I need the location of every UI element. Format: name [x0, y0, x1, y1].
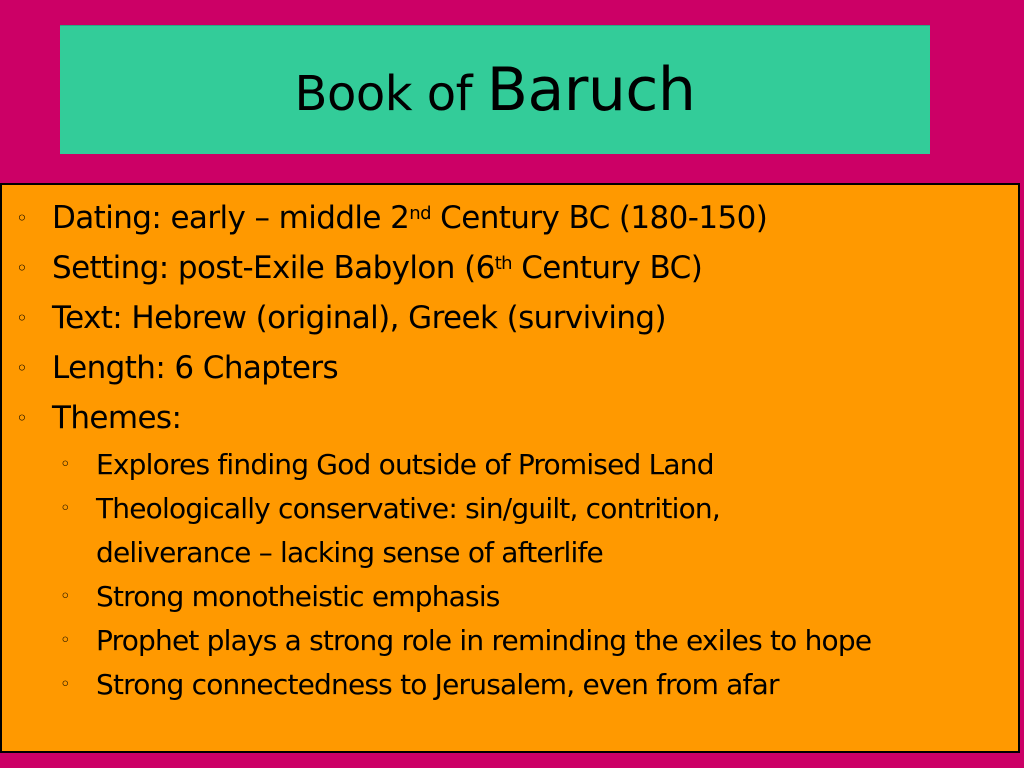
theme-text: Strong connectedness to Jerusalem, even from afar [96, 668, 779, 701]
theme-text: Theologically conservative: sin/guilt, contrition, [96, 492, 720, 525]
bullet-text-languages [16, 293, 1008, 343]
bullet-marker-icon: ◦ [16, 406, 28, 430]
theme-item [60, 663, 1008, 707]
bullet-text: Themes: [52, 400, 182, 436]
bullet-text: Setting: post-Exile Babylon (6 [52, 250, 495, 286]
bullet-themes [16, 393, 1008, 443]
bullet-marker-icon: ◦ [16, 256, 28, 280]
bullet-setting [16, 243, 1008, 293]
bullet-text: Dating: early – middle 2 [52, 200, 410, 236]
theme-text: Explores finding God outside of Promised Land [96, 448, 714, 481]
themes-list [16, 443, 1008, 707]
content-box [0, 183, 1020, 753]
bullet-dating [16, 193, 1008, 243]
bullet-text: Text: Hebrew (original), Greek (surviving) [52, 300, 666, 336]
theme-item [60, 575, 1008, 619]
bullet-length [16, 343, 1008, 393]
theme-item [60, 487, 1008, 575]
bullet-marker-icon: ◦ [16, 306, 28, 330]
slide-title [295, 55, 696, 125]
title-box [60, 25, 930, 154]
theme-item [60, 443, 1008, 487]
bullet-marker-icon: ◦ [60, 454, 70, 475]
bullet-marker-icon: ◦ [60, 674, 70, 695]
bullet-marker-icon: ◦ [16, 206, 28, 230]
bullet-superscript: nd [409, 203, 431, 224]
slide-title-prefix: Book of [294, 66, 487, 122]
bullet-marker-icon: ◦ [60, 498, 70, 519]
theme-text-continued: deliverance – lacking sense of afterlife [96, 536, 603, 569]
bullet-text: Century BC (180-150) [430, 200, 768, 236]
theme-item [60, 619, 1008, 663]
bullet-text: Century BC) [511, 250, 703, 286]
bullet-marker-icon: ◦ [16, 356, 28, 380]
bullet-text: Length: 6 Chapters [52, 350, 339, 386]
bullet-list [16, 193, 1008, 707]
bullet-superscript: th [494, 253, 512, 274]
bullet-marker-icon: ◦ [60, 586, 70, 607]
theme-text: Prophet plays a strong role in reminding the exiles to hope [96, 624, 872, 657]
bullet-marker-icon: ◦ [60, 630, 70, 651]
themes-container [16, 443, 1008, 707]
theme-text: Strong monotheistic emphasis [96, 580, 500, 613]
slide-title-main: Baruch [486, 55, 696, 125]
